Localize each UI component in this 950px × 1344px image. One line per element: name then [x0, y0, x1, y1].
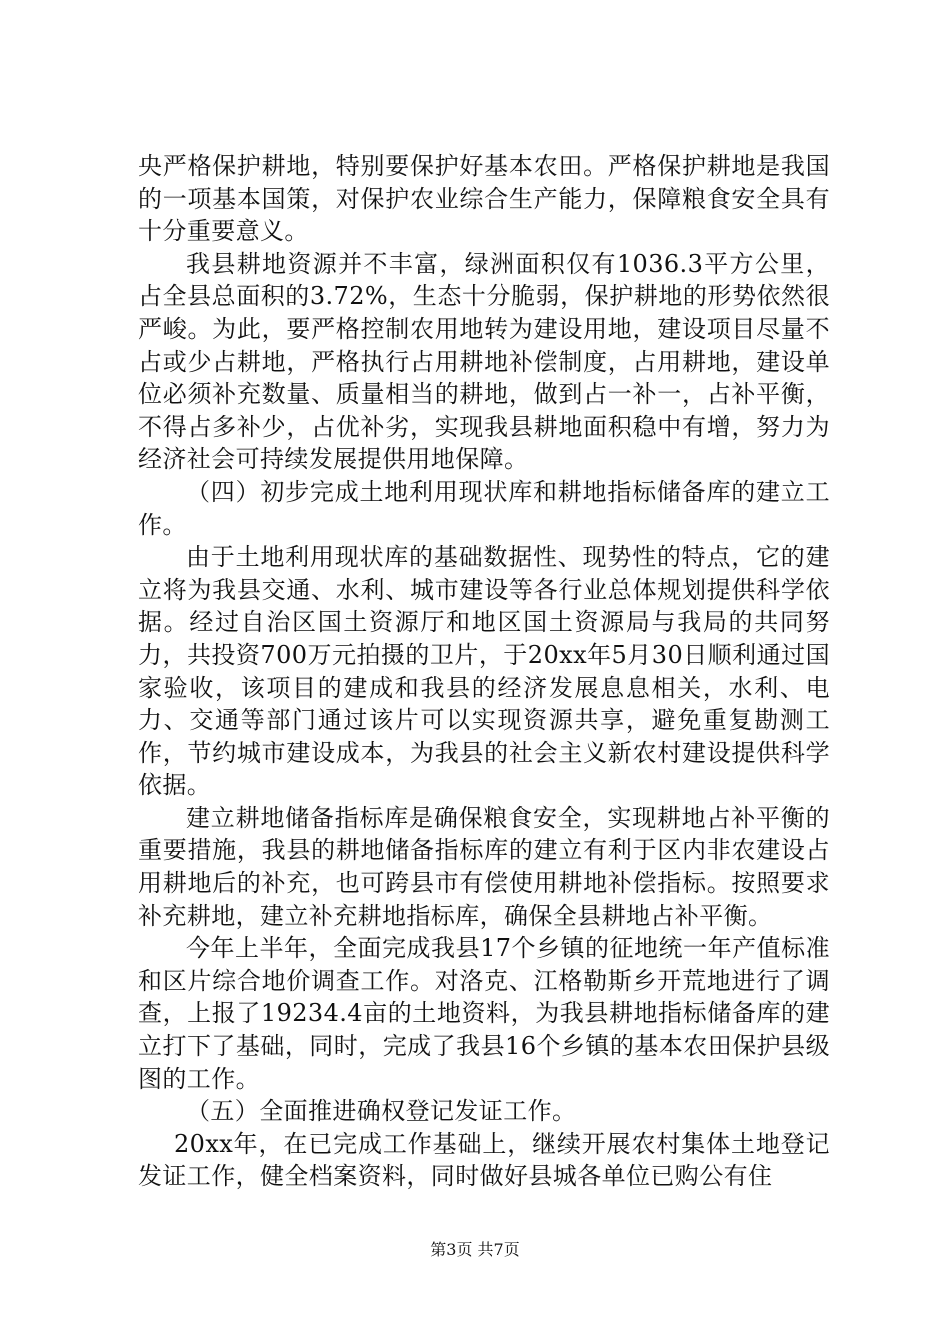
- document-body: [138, 150, 830, 1193]
- page-footer: 第3页 共7页: [430, 1240, 520, 1259]
- paragraph-registration-work: 20xx年，在已完成工作基础上，继续开展农村集体土地登记发证工作，健全档案资料，同时做好县城各单位已购公有住: [138, 1129, 830, 1191]
- paragraph-first-half-year: 今年上半年，全面完成我县17个乡镇的征地统一年产值标准和区片综合地价调查工作。对洛克、江格勒斯乡开荒地进行了调查，上报了19234.4亩的土地资料，为我县耕地指标储备库的建立打下了基础，同时，完成了我县16个乡镇的基本农田保护县级图的工作。: [138, 934, 830, 1093]
- section-heading-five: （五）全面推进确权登记发证工作。: [186, 1097, 577, 1126]
- paragraph-land-use-database: 由于土地利用现状库的基础数据性、现势性的特点，它的建立将为我县交通、水利、城市建设等各行业总体规划提供科学依据。经过自治区国土资源厅和地区国土资源局与我局的共同努力，共投资700万元拍摄的卫片，于20xx年5月30日顺利通过国家验收，该项目的建成和我县的经济发展息息相关，水利、电力、交通等部门通过该片可以实现资源共享，避免重复勘测工作，节约城市建设成本，为我县的社会主义新农村建设提供科学依据。: [138, 543, 830, 800]
- paragraph-continuation: 央严格保护耕地，特别要保护好基本农田。严格保护耕地是我国的一项基本国策，对保护农业综合生产能力，保障粮食安全具有十分重要意义。: [138, 152, 830, 246]
- paragraph-farmland-resources: 我县耕地资源并不丰富，绿洲面积仅有1036.3平方公里，占全县总面积的3.72%，生态十分脆弱，保护耕地的形势依然很严峻。为此，要严格控制农用地转为建设用地，建设项目尽量不占或少占耕地，严格执行占用耕地补偿制度，占用耕地，建设单位必须补充数量、质量相当的耕地，做到占一补一，占补平衡，不得占多补少，占优补劣，实现我县耕地面积稳中有增，努力为经济社会可持续发展提供用地保障。: [138, 249, 830, 474]
- section-heading-four: （四）初步完成土地利用现状库和耕地指标储备库的建立工作。: [138, 477, 830, 539]
- paragraph-reserve-index-database: 建立耕地储备指标库是确保粮食安全，实现耕地占补平衡的重要措施，我县的耕地储备指标库的建立有利于区内非农建设占用耕地后的补充，也可跨县市有偿使用耕地补偿指标。按照要求补充耕地，建立补充耕地指标库，确保全县耕地占补平衡。: [138, 803, 830, 930]
